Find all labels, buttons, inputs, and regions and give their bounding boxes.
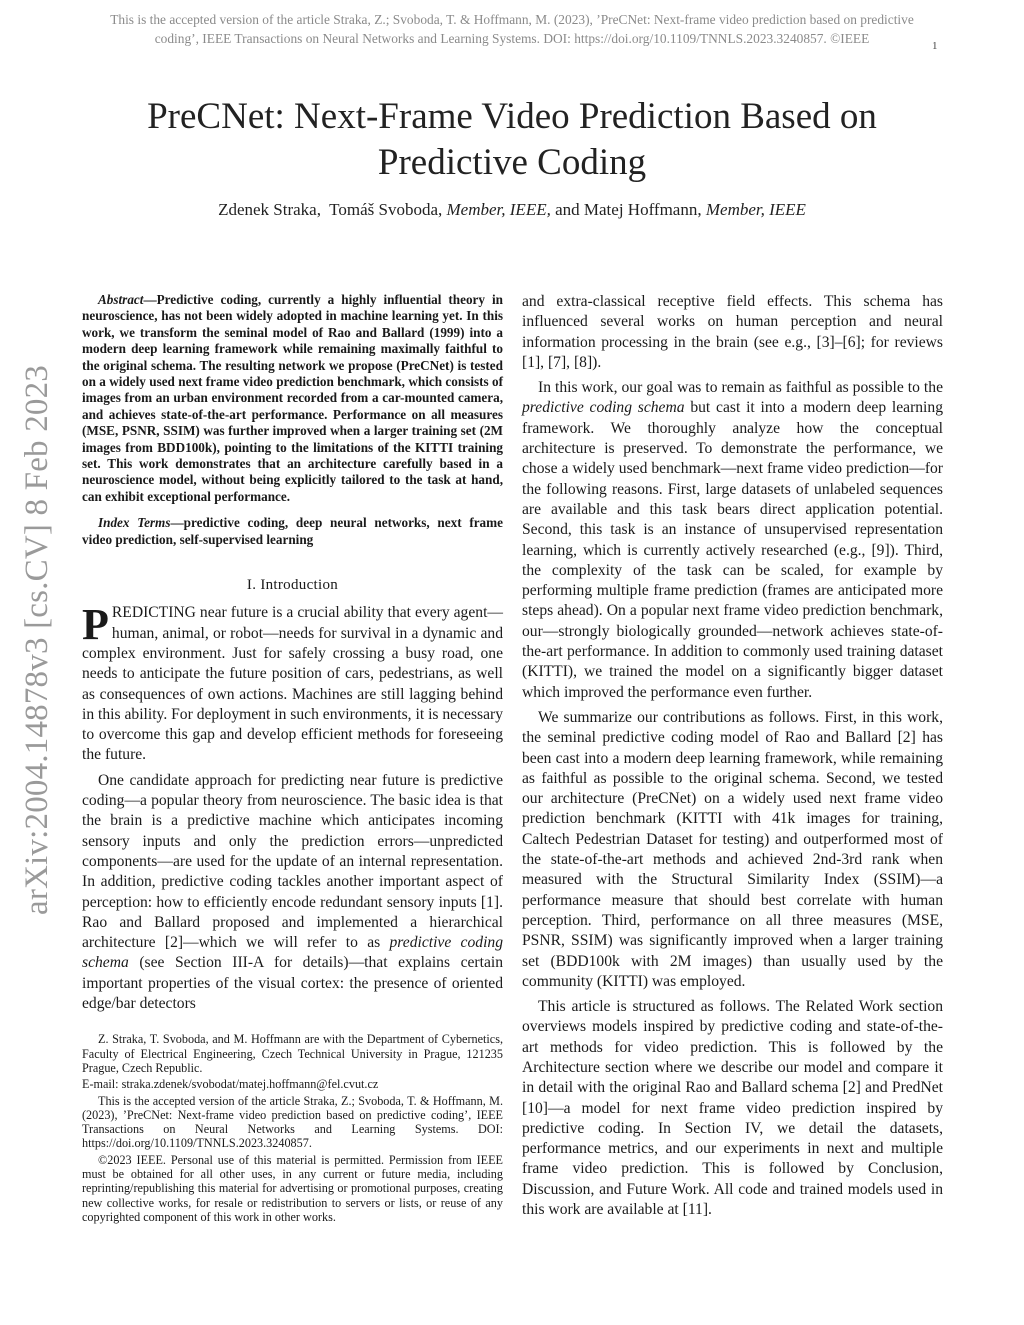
intro-paragraph-1-text: REDICTING near future is a crucial ability that every agent—human, animal, or robot—needs for survival in a dynamic and complex environment. Just for safely crossing a busy road, one needs to anticipate the future position of cars, pedestrians, as well as consequences of own actions. Machines are still lagging behind in this ability. For deployment in such environments, it is necessary to overcome this gap and develop efficient methods for foreseeing the future. [82, 604, 503, 764]
author-3-affiliation: Member, IEEE [705, 200, 806, 219]
right-paragraph-1: and extra-classical receptive field effects. This schema has influenced several works on human perception and neural information processing in the brain (see e.g., [3]–[6]; for reviews [1], [7], [8]). [522, 293, 943, 371]
right-paragraph-3: We summarize our contributions as follows. First, in this work, the seminal predictive coding model of Rao and Ballard [2] has been cast into a modern deep learning framework, while remaining as faithful as possible to the original schema. Second, we tested our architecture (PreCNet) on a widely used next frame video prediction benchmark (KITTI with 41k images for training, Caltech Pedestrian Dataset for testing) and outperformed most of the state-of-the-art methods and achieved 2nd-3rd rank when measured with the Structural Similarity Index (SSIM)—a performance measure that should best correlate with human perception. Third, performance on all three measures (MSE, PSNR, SSIM) was significantly improved when a larger training set (BDD100k with 2M images) than usually used by the community (KITTI) was employed. [522, 708, 943, 990]
right-column [522, 292, 943, 1220]
intro-paragraph-2-part-a: One candidate approach for predicting near future is predictive coding—a popular theory from neuroscience. The basic idea is that the brain is a predictive machine which anticipates incoming sensory inputs and only the prediction errors—unpredicted components—are used for the update of an internal representation. In addition, predictive coding tackles another important aspect of perception: how to efficiently encode redundant sensory inputs [1]. Rao and Ballard proposed and implemented a hierarchical architecture [2]—which we will refer to as [82, 771, 503, 952]
footnote-copyright: ©2023 IEEE. Personal use of this material is permitted. Permission from IEEE must be obtained for all other uses, in any current or future media, including reprinting/republishing this material for advertising or promotional purposes, creating new collective works, for resale or redistribution to servers or lists, or reuse of any copyrighted component of this work in other works. [82, 1152, 503, 1224]
author-3: Matej Hoffmann, [583, 200, 702, 219]
abstract-text: —Predictive coding, currently a highly influential theory in neuroscience, has not been widely adopted in machine learning yet. In this work, we transform the seminal model of Rao and Ballard (1999) into a modern deep learning framework while remaining maximally faithful to the original schema. The resulting network we propose (PreCNet) is tested on a widely used next frame video prediction benchmark, which consists of images from an urban environment recorded from a car-mounted camera, and achieves state-of-the-art performance. Performance on all measures (MSE, PSNR, SSIM) was further improved when a larger training set (2M images from BDD100k), pointing to the limitations of the KITTI training set. This work demonstrates that an architecture carefully based in a neuroscience model, without being explicitly tailored to the task at hand, can exhibit exceptional performance. [82, 292, 503, 504]
footnote-accepted-version: This is the accepted version of the article Straka, Z.; Svoboda, T. & Hoffmann, M. (2023), ’PreCNet: Next-frame video prediction based on predictive coding’, IEEE Transactions on Neural Networks and Learning Systems. DOI: https://doi.org/10.1109/TNNLS.2023.3240857. [82, 1093, 503, 1151]
abstract [82, 292, 503, 505]
page-number: 1 [932, 40, 938, 52]
index-terms-text: —predictive coding, deep neural networks, next frame video prediction, self-supervised learning [82, 515, 503, 547]
left-column [82, 292, 503, 1224]
author-2-affiliation: Member, IEEE, [446, 200, 551, 219]
header-note-line1: This is the accepted version of the article Straka, Z.; Svoboda, T. & Hoffmann, M. (2023), ’PreCNet: Next-frame video prediction based on predictive [110, 12, 914, 27]
right-paragraph-2-emphasis: predictive coding schema [522, 399, 685, 417]
right-paragraph-2-part-b: but cast it into a modern deep learning framework. We thoroughly analyze how the conceptual architecture is preserved. To demonstrate the performance, we chose a widely used benchmark—next frame video prediction—for the following reasons. First, large datasets of unlabeled sequences are available and this task bears direct application potential. Second, this task is an instance of unsupervised representation learning, which is currently actively researched (e.g., [9]). Third, the complexity of the task can be scaled, for example by performing multiple frame prediction (frames are anticipated more steps ahead). On a popular next frame video prediction benchmark, our—strongly biologically grounded—network achieves state-of-the-art performance. In addition to commonly used training dataset (KITTI), we trained the model on a significantly bigger dataset which improved the performance even further. [522, 399, 943, 701]
author-list [60, 199, 964, 221]
arxiv-identifier-stamp: arXiv:2004.14878v3 [cs.CV] 8 Feb 2023 [19, 365, 55, 916]
abstract-label: Abstract [98, 292, 144, 307]
header-note [40, 10, 984, 48]
footnote-affiliation: Z. Straka, T. Svoboda, and M. Hoffmann are with the Department of Cybernetics, Faculty of Electrical Engineering, Czech Technical University in Prague, 121235 Prague, Czech Republic. [82, 1032, 503, 1075]
paper-title-line2: Predictive Coding [377, 142, 647, 183]
right-paragraph-4: This article is structured as follows. The Related Work section overviews models inspired by predictive coding and state-of-the-art methods for video prediction. This is followed by the Architecture section where we describe our model and compare it in detail with the original Rao and Ballard schema [2] and PredNet [10]—a model for next frame video prediction inspired by predictive coding. In Section IV, we detail the datasets, performance metrics, and our experiments in next and multiple frame video prediction. This is followed by Conclusion, Discussion, and Future Work. All code and trained models used in this work are available at [11]. [522, 998, 943, 1219]
section-heading-introduction: I. Introduction [246, 577, 339, 594]
footnote-email: E-mail: straka.zdenek/svobodat/matej.hoffmann@fel.cvut.cz [82, 1077, 379, 1092]
intro-paragraph-1 [82, 600, 503, 765]
footnotes [82, 1032, 503, 1224]
intro-paragraph-2-part-b: (see Section III-A for details)—that explains certain important properties of the visual cortex: the presence of oriented edge/bar detectors [82, 954, 503, 1013]
right-paragraph-2-part-a: In this work, our goal was to remain as faithful as possible to the [538, 379, 943, 397]
paper-title [60, 94, 964, 186]
author-1: Zdenek Straka, [218, 200, 321, 219]
index-terms-label: Index Terms [98, 515, 171, 531]
author-and: and [555, 200, 580, 219]
paper-title-line1: PreCNet: Next-Frame Video Prediction Based on [147, 96, 877, 137]
intro-paragraph-2 [82, 771, 503, 1015]
intro-paragraph-2-emphasis: predictive coding schema [82, 934, 503, 972]
header-note-line2: coding’, IEEE Transactions on Neural Networks and Learning Systems. DOI: https://doi.org/10.1109/TNNLS.2023.3240857. ©IEEE [154, 31, 870, 46]
index-terms [82, 515, 503, 548]
drop-cap: P [82, 600, 109, 650]
author-2: Tomáš Svoboda, [329, 200, 443, 219]
right-paragraph-2 [522, 378, 943, 703]
